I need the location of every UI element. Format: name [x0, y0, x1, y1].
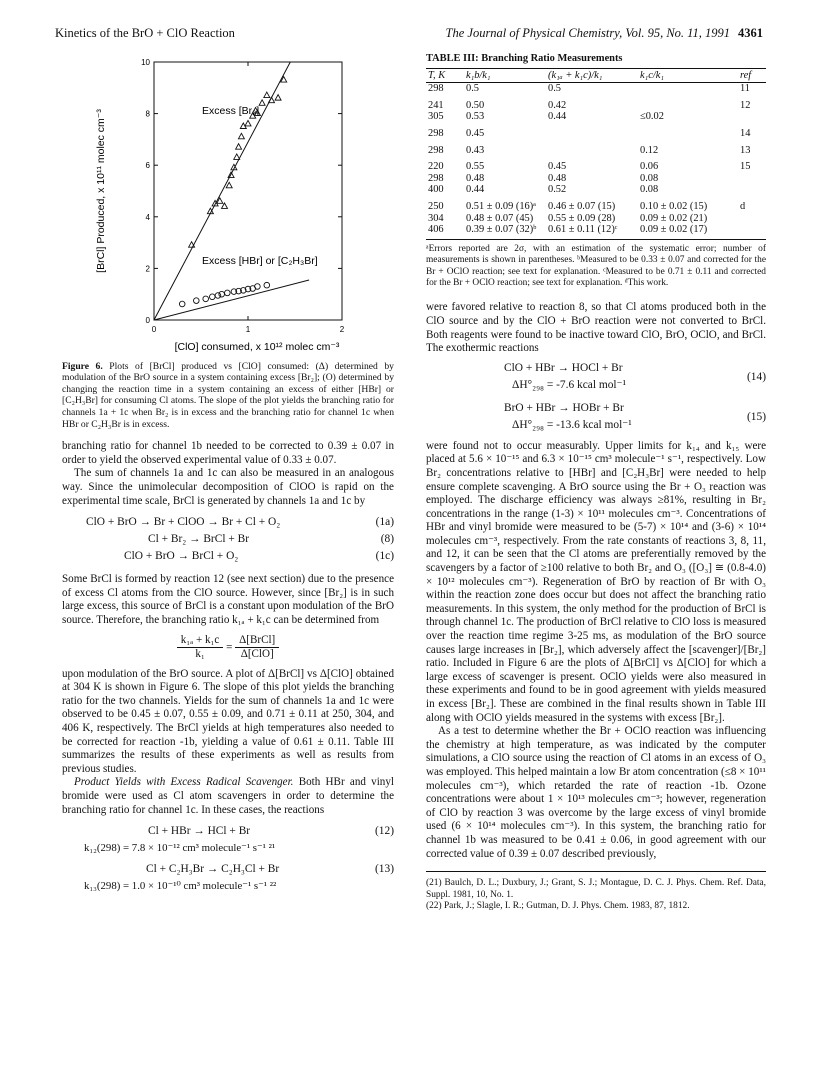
paragraph: were favored relative to reaction 8, so that Cl atoms produced both in the ClO source and by the ClO + BrO reaction were not converted to BrCl. Both reagents were found to be inactive toward ClO, BrO, OClO, and BrCl. The exothermic reactions — [426, 301, 766, 355]
table-cell: 0.55 — [466, 161, 485, 173]
data-point-triangle — [245, 120, 251, 126]
table-row — [426, 128, 766, 140]
table-row — [426, 145, 766, 157]
equation-text: ClO + HBr → HOCl + Br — [504, 361, 623, 374]
table-cell: 0.5 — [466, 83, 479, 95]
table-cell: 241 — [428, 99, 444, 111]
data-point-circle — [203, 296, 209, 302]
figure-caption — [62, 361, 394, 431]
table-header-cell: k₁b/k₁ — [464, 68, 546, 83]
fraction-right — [235, 634, 279, 662]
table-cell: 0.48 — [466, 172, 485, 184]
table-cell: 400 — [428, 184, 444, 196]
rate-constant-text: k₁₃(298) = 1.0 × 10⁻¹⁰ cm³ molecule⁻¹ s⁻¹ ²² — [84, 880, 277, 893]
table-cell: 0.51 ± 0.09 (16)ᵃ — [466, 200, 537, 212]
equation-number: (8) — [380, 533, 394, 546]
fraction-denominator: k₁ — [195, 648, 205, 661]
paragraph-text: Both HBr and vinyl bromide were used as Cl atom scavengers in order to determine the branching ratio for channel 1c. In these cases, the reactions — [62, 776, 394, 816]
x-tick-label: 0 — [151, 325, 157, 334]
equation-text: Cl + C₂H₃Br → C₂H₃Cl + Br — [146, 863, 280, 876]
paragraph: The sum of channels 1a and 1c can also be measured in an analogous way. Since the unimolecular decomposition of ClOO is rapid on the experimental time scale, BrCl is generated by channels 1a and 1c by — [62, 467, 394, 507]
fraction-numerator: k₁ₐ + k₁c — [177, 634, 224, 649]
table-cell: 0.50 — [466, 99, 485, 111]
left-column — [62, 52, 394, 897]
enthalpy-text: ΔH°₂₉₈ = -7.6 kcal mol⁻¹ — [512, 378, 626, 391]
table-cell: 305 — [428, 111, 444, 123]
table-cell: 0.52 — [548, 184, 567, 196]
data-point-circle — [215, 293, 221, 299]
equation-text: Cl + HBr → HCl + Br — [148, 825, 251, 838]
table-row — [426, 161, 766, 173]
y-tick-label: 6 — [145, 161, 150, 171]
running-header-journal — [446, 26, 763, 41]
table-cell — [638, 128, 738, 140]
table-row — [426, 224, 766, 236]
x-tick-label: 1 — [245, 325, 251, 334]
table-cell: 304 — [428, 212, 444, 224]
table-cell: 0.44 — [548, 111, 567, 123]
table-cell — [638, 100, 738, 112]
table-title: TABLE III: Branching Ratio Measurements — [426, 53, 623, 64]
rate-constant-12 — [62, 842, 394, 859]
data-point-circle — [225, 290, 231, 296]
equation-text: ClO + BrO → Br + ClOO → Br + Cl + O₂ — [86, 516, 281, 529]
equation-number: (1c) — [375, 550, 394, 563]
rate-constant-text: k₁₂(298) = 7.8 × 10⁻¹² cm³ molecule⁻¹ s⁻¹ ²¹ — [84, 842, 276, 855]
data-point-triangle — [236, 144, 242, 150]
table-cell: 0.55 ± 0.09 (28) — [548, 212, 616, 224]
data-point-triangle — [275, 95, 281, 101]
table-cell: 0.45 — [548, 161, 567, 173]
table-cell: 0.09 ± 0.02 (17) — [640, 224, 708, 236]
table-header-cell: T, K — [426, 68, 464, 83]
equation-number: (13) — [375, 863, 394, 876]
equation-1c — [62, 550, 394, 567]
equation-13 — [62, 863, 394, 880]
table-cell — [738, 111, 766, 123]
equation-number: (15) — [747, 410, 766, 423]
table-cell: 220 — [428, 161, 444, 173]
paragraph — [62, 776, 394, 817]
table-rule-cell — [426, 236, 766, 240]
y-tick-label: 4 — [145, 212, 150, 222]
table-cell — [546, 128, 638, 140]
fraction-numerator: Δ[BrCl] — [235, 634, 279, 649]
table-bottom-rule — [426, 236, 766, 240]
table-header-cell: k₁c/k₁ — [638, 68, 738, 83]
table-cell: 0.10 ± 0.02 (15) — [640, 200, 708, 212]
table-cell: 298 — [428, 127, 444, 139]
references — [426, 871, 766, 912]
table-row — [426, 201, 766, 213]
table-cell: 0.48 — [548, 172, 567, 184]
table-cell: 250 — [428, 200, 444, 212]
table-cell: 0.39 ± 0.07 (32)ᵇ — [466, 224, 537, 236]
journal-citation: The Journal of Physical Chemistry, Vol. 95, No. 11, 1991 — [445, 26, 730, 40]
equation-15 — [426, 402, 766, 440]
paragraph: upon modulation of the BrO source. A plot of Δ[BrCl] vs Δ[ClO] obtained at 304 K is shown in Figure 6. The slope of this plot yields the branching ratio for the two channels. Yields for the sum of channels 1a and 1c were observed to be 0.45 ± 0.07, 0.55 ± 0.09, and 0.71 ± 0.11 at 250, 304, and 406 K, respectively. The BrCl yields at high temperatures also needed to be corrected for reaction -1b, yielding a value of 0.61 ± 0.11. Table III summarizes the results of these experiments as well as results from previous studies. — [62, 667, 394, 775]
table-row — [426, 213, 766, 225]
equation-text: BrO + HBr → HOBr + Br — [504, 401, 624, 414]
table-row — [426, 173, 766, 185]
paragraph-title: Product Yields with Excess Radical Scavenger. — [74, 776, 294, 789]
equation-number: (12) — [375, 825, 394, 838]
paragraph: Some BrCl is formed by reaction 12 (see next section) due to the presence of excess Cl atoms from the ClO source. However, since [Br₂] is in such large excess, this source of BrCl is a constant upon modulation of the BrO source. Therefore, the branching ratio k₁ₐ + k₁c can be determined from — [62, 573, 394, 626]
right-column — [426, 52, 766, 912]
table-header-cell: (k₁ₐ + k₁c)/k₁ — [546, 68, 638, 83]
table-row — [426, 100, 766, 112]
data-point-triangle — [269, 97, 275, 103]
fraction-denominator: Δ[ClO] — [240, 648, 274, 661]
reference-22: (22) Park, J.; Slagle, I. R.; Gutman, D. J. Phys. Chem. 1983, 87, 1812. — [426, 900, 690, 911]
table-cell — [738, 184, 766, 196]
table-cell: 0.42 — [548, 99, 567, 111]
fraction-left — [177, 634, 224, 662]
equation-number: (1a) — [375, 516, 394, 529]
figure-caption-text: Plots of [BrCl] produced vs [ClO] consumed: (Δ) determined by modulation of the BrO source in a system containing excess [Br₂]; (O) determined by changing the reaction time in a system containing an excess of either [HBr] or [C₂H₃Br] for consuming Cl atoms. The slope of the plot yields the branching ratio for channels 1a + 1c when Br₂ is in excess and the branching ratio for channel 1c when HBr or C₂H₃Br is in excess. — [62, 360, 394, 430]
table-cell: 298 — [428, 83, 444, 95]
table-cell: 0.53 — [466, 111, 485, 123]
table-cell: 0.09 ± 0.02 (21) — [640, 212, 708, 224]
data-point-circle — [219, 291, 225, 297]
rate-constant-13 — [62, 880, 394, 897]
table-cell: 0.46 ± 0.07 (15) — [548, 200, 616, 212]
paragraph: As a test to determine whether the Br + OClO reaction was influencing the chemistry at high temperature, as was indicated by the computer simulations, a ClO source using the reaction of Cl atoms in an excess of O₃ was employed. This helped maintain a low Br atom concentration (≤8 × 10¹¹ molecules cm⁻³), which retarded the rate of reaction -1b. Ozone concentrations were about 1 × 10¹³ molecules cm⁻³; however, regeneration of ClO by reaction 3 was overcome by the large excess of vinyl bromide used (6 × 10¹⁴ molecules cm⁻³). In this system, the branching ratio for channel 1b was measured to be 0.41 ± 0.06, in good agreement with our corrected value of 0.39 ± 0.07 described previously, — [426, 725, 766, 860]
figure-caption-label: Figure 6. — [62, 360, 103, 372]
y-axis-label: [BrCl] Produced, x 10¹¹ molec cm⁻³ — [95, 109, 107, 273]
table-cell: 298 — [428, 144, 444, 156]
equation-text: Cl + Br₂ → BrCl + Br — [148, 533, 249, 546]
table-cell: 0.44 — [466, 184, 485, 196]
enthalpy-text: ΔH°₂₉₈ = -13.6 kcal mol⁻¹ — [512, 418, 632, 431]
equation-number: (14) — [747, 370, 766, 383]
table-cell — [638, 83, 738, 95]
table-cell: 298 — [428, 172, 444, 184]
table-cell: 0.48 ± 0.07 (45) — [466, 212, 534, 224]
table-cell: 0.08 — [640, 184, 659, 196]
equation-1a — [62, 516, 394, 533]
equation-text: ClO + BrO → BrCl + O₂ — [124, 550, 239, 563]
table-cell: 0.5 — [548, 83, 561, 95]
table-cell — [738, 224, 766, 236]
table-row — [426, 111, 766, 123]
table-cell — [546, 145, 638, 157]
data-point-triangle — [259, 100, 265, 106]
running-header-title: Kinetics of the BrO + ClO Reaction — [55, 26, 235, 40]
series-label-br2: Excess [Br₂] — [202, 105, 260, 117]
paragraph: were found not to occur measurably. Upper limits for k₁₄ and k₁₅ were placed at 5.6 × 10⁻¹⁵ and 6.3 × 10⁻¹⁵ cm³ molecule⁻¹ s⁻¹, respectively. Low Br₂ concentrations relative to [HBr] and [C₂H₃Br] were needed to help ensure complete scavenging. A BrO source using the Br + O₃ reaction was employed. The discharge efficiency was always ≥81%, resulting in Br₂ concentrations in the range (1-3) × 10¹¹ molecules cm⁻³. Concentrations of HBr and vinyl bromide were measured to be (5-7) × 10¹⁴ and (3-6) × 10¹⁴ molecules cm⁻³, respectively. From the rate constants of reactions 3, 8, 11, and 12, it can be seen that the Cl atoms are preferentially removed by the scavengers by a factor of ≥100 relative to both Br₂ and O₃ ([O₃] ≅ (0.8-4.0) × 10¹² molecules cm⁻³). Regeneration of BrO by reaction of Br with O₃ within the reaction zone does occur but does not affect the branching ratio measurements. In this system, the only method for the production of BrCl is through channel 1c. The production of BrCl relative to ClO loss is measured over the reaction time regime 3-25 ms, as modulation of the BrO source causes large increases in [Br₂], which adversely affect the [scavenger]/[Br₂] ratio. Included in Figure 6 are the plots of Δ[BrCl] vs Δ[ClO] for which a large excess of scavenger is present. OClO yields were also measured in these experiments and found to be in good agreement with yields measured in excess [Br₂]. These are combined in the final results shown in Table III along with OClO yields measured in the systems with excess [Br₂]. — [426, 439, 766, 724]
table-footnote: ᵃErrors reported are 2σ, with an estimation of the systematic error; number of measurements is shown in parentheses. ᵇMeasured to be 0.33 ± 0.07 and corrected for the Br + OClO reaction; see text for explanation. ᶜMeasured to be 0.71 ± 0.11 and corrected for the Br + OClO reaction; see text for explanation. ᵈThis work. — [426, 243, 766, 288]
table-cell — [738, 213, 766, 225]
data-point-triangle — [238, 133, 244, 139]
x-tick-label: 2 — [339, 325, 345, 334]
table-cell: 406 — [428, 224, 444, 236]
y-tick-label: 2 — [145, 264, 150, 274]
table-cell: 0.12 — [640, 144, 659, 156]
table-header-cell: ref — [738, 68, 766, 83]
data-point-circle — [209, 294, 215, 300]
table-cell: 0.61 ± 0.11 (12)ᶜ — [548, 224, 618, 236]
paragraph: branching ratio for channel 1b needed to be corrected to 0.39 ± 0.07 in order to yield the observed experimental value of 0.33 ± 0.07. — [62, 440, 394, 466]
table-cell: 0.45 — [466, 127, 485, 139]
data-point-triangle — [234, 154, 240, 160]
equals-sign: = — [226, 640, 233, 653]
data-point-circle — [194, 298, 200, 304]
reference-21: (21) Baulch, D. L.; Duxbury, J.; Grant, S. J.; Montague, D. C. J. Phys. Chem. Ref. Data, Suppl. 1981, 10, No. 1. — [426, 878, 766, 900]
page-number: 4361 — [738, 26, 763, 40]
table-row — [426, 83, 766, 95]
figure-6-chart — [62, 52, 392, 352]
table-row — [426, 184, 766, 196]
table-cell — [738, 173, 766, 185]
y-tick-label: 0 — [145, 316, 150, 325]
data-point-circle — [264, 282, 270, 288]
fit-line — [154, 280, 309, 320]
plot-frame — [154, 62, 342, 320]
table-cell: 14 — [740, 127, 751, 139]
table-cell: d — [740, 200, 746, 212]
data-point-triangle — [226, 182, 232, 188]
equation-14 — [426, 362, 766, 398]
equation-12 — [62, 825, 394, 842]
table-cell: 0.06 — [640, 161, 659, 173]
table-cell: 0.08 — [640, 172, 659, 184]
data-point-triangle — [264, 92, 270, 98]
table-cell: 15 — [740, 161, 751, 173]
x-axis-label: [ClO] consumed, x 10¹² molec cm⁻³ — [174, 341, 340, 352]
data-point-triangle — [222, 203, 228, 209]
table-cell: 13 — [740, 144, 751, 156]
y-tick-label: 8 — [145, 109, 150, 119]
table-iii — [426, 68, 766, 240]
table-header-row — [426, 68, 766, 83]
equation-8 — [62, 533, 394, 550]
data-point-circle — [255, 284, 261, 290]
branching-ratio-equation — [62, 634, 394, 662]
data-point-circle — [179, 301, 185, 307]
y-tick-label: 10 — [141, 58, 150, 67]
table-cell: ≤0.02 — [640, 111, 664, 123]
table-cell: 12 — [740, 99, 751, 111]
table-cell: 0.43 — [466, 144, 485, 156]
series-label-hbr: Excess [HBr] or [C₂H₃Br] — [202, 255, 318, 267]
table-cell: 11 — [740, 83, 751, 95]
